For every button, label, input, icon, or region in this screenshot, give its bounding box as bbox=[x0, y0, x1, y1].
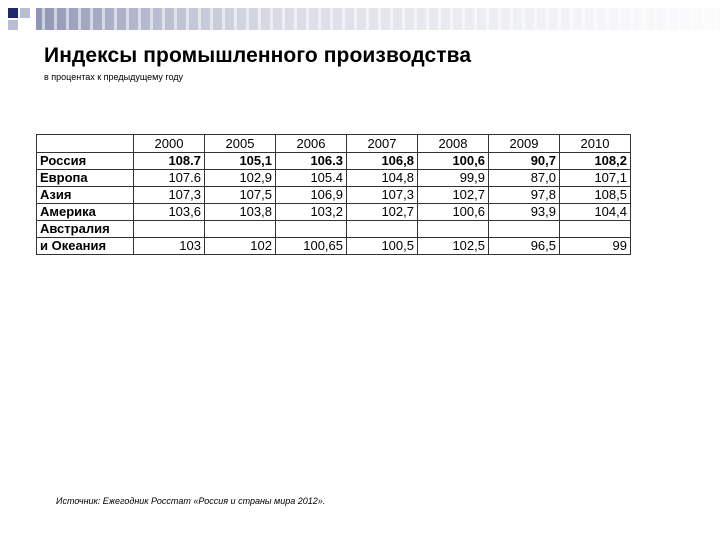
row-label: Азия bbox=[37, 187, 134, 204]
table-cell: 102,9 bbox=[205, 170, 276, 187]
subtitle: в процентах к предыдущему году bbox=[44, 72, 184, 82]
industrial-index-table bbox=[36, 134, 631, 255]
row-label: Европа bbox=[37, 170, 134, 187]
table-cell: 106.3 bbox=[276, 153, 347, 170]
table-row bbox=[37, 238, 631, 255]
table-row bbox=[37, 204, 631, 221]
table-cell: 99 bbox=[560, 238, 631, 255]
table-cell: 105.4 bbox=[276, 170, 347, 187]
table-cell: 96,5 bbox=[489, 238, 560, 255]
table-cell: 99,9 bbox=[418, 170, 489, 187]
table-cell: 97,8 bbox=[489, 187, 560, 204]
year-header: 2010 bbox=[560, 135, 631, 153]
year-header: 2005 bbox=[205, 135, 276, 153]
dark-square-1 bbox=[8, 8, 18, 18]
table-cell: 93,9 bbox=[489, 204, 560, 221]
table-cell-empty bbox=[205, 221, 276, 238]
table-cell: 100,65 bbox=[276, 238, 347, 255]
table-row bbox=[37, 187, 631, 204]
table-cell: 102 bbox=[205, 238, 276, 255]
page-title: Индексы промышленного производства bbox=[44, 44, 472, 67]
table-cell: 107,5 bbox=[205, 187, 276, 204]
table-row bbox=[37, 221, 631, 238]
year-header: 2009 bbox=[489, 135, 560, 153]
row-label: Россия bbox=[37, 153, 134, 170]
year-header: 2006 bbox=[276, 135, 347, 153]
table-cell: 103,8 bbox=[205, 204, 276, 221]
table-row bbox=[37, 153, 631, 170]
source-note: Источник: Ежегодник Росстат «Россия и страны мира 2012». bbox=[56, 496, 326, 506]
table-cell-empty bbox=[276, 221, 347, 238]
table-cell-empty bbox=[134, 221, 205, 238]
row-label: и Океания bbox=[37, 238, 134, 255]
table-cell: 100,6 bbox=[418, 153, 489, 170]
table-cell: 102,7 bbox=[347, 204, 418, 221]
year-header: 2008 bbox=[418, 135, 489, 153]
table-cell: 108,5 bbox=[560, 187, 631, 204]
corner-cell bbox=[37, 135, 134, 153]
table-cell-empty bbox=[560, 221, 631, 238]
table-cell: 102,5 bbox=[418, 238, 489, 255]
table-row bbox=[37, 170, 631, 187]
table-cell: 107,1 bbox=[560, 170, 631, 187]
row-label: Австралия bbox=[37, 221, 134, 238]
table-cell: 100,6 bbox=[418, 204, 489, 221]
table-cell-empty bbox=[489, 221, 560, 238]
header-row bbox=[37, 135, 631, 153]
row-label: Америка bbox=[37, 204, 134, 221]
table-cell: 108.7 bbox=[134, 153, 205, 170]
table-cell: 105,1 bbox=[205, 153, 276, 170]
table-cell: 104,4 bbox=[560, 204, 631, 221]
light-square-1 bbox=[20, 8, 30, 18]
table-cell: 87,0 bbox=[489, 170, 560, 187]
table-cell: 107,3 bbox=[134, 187, 205, 204]
table-cell: 103 bbox=[134, 238, 205, 255]
table-cell: 107.6 bbox=[134, 170, 205, 187]
year-header: 2007 bbox=[347, 135, 418, 153]
table-cell: 90,7 bbox=[489, 153, 560, 170]
table-cell: 102,7 bbox=[418, 187, 489, 204]
table-cell: 104,8 bbox=[347, 170, 418, 187]
table-cell: 106,9 bbox=[276, 187, 347, 204]
table-cell: 100,5 bbox=[347, 238, 418, 255]
table-cell: 103,6 bbox=[134, 204, 205, 221]
table-cell: 103,2 bbox=[276, 204, 347, 221]
table-cell: 107,3 bbox=[347, 187, 418, 204]
table-cell: 108,2 bbox=[560, 153, 631, 170]
table-cell: 106,8 bbox=[347, 153, 418, 170]
year-header: 2000 bbox=[134, 135, 205, 153]
table-cell-empty bbox=[418, 221, 489, 238]
header-pattern-bar bbox=[36, 8, 720, 30]
table-cell-empty bbox=[347, 221, 418, 238]
light-square-2 bbox=[8, 20, 18, 30]
